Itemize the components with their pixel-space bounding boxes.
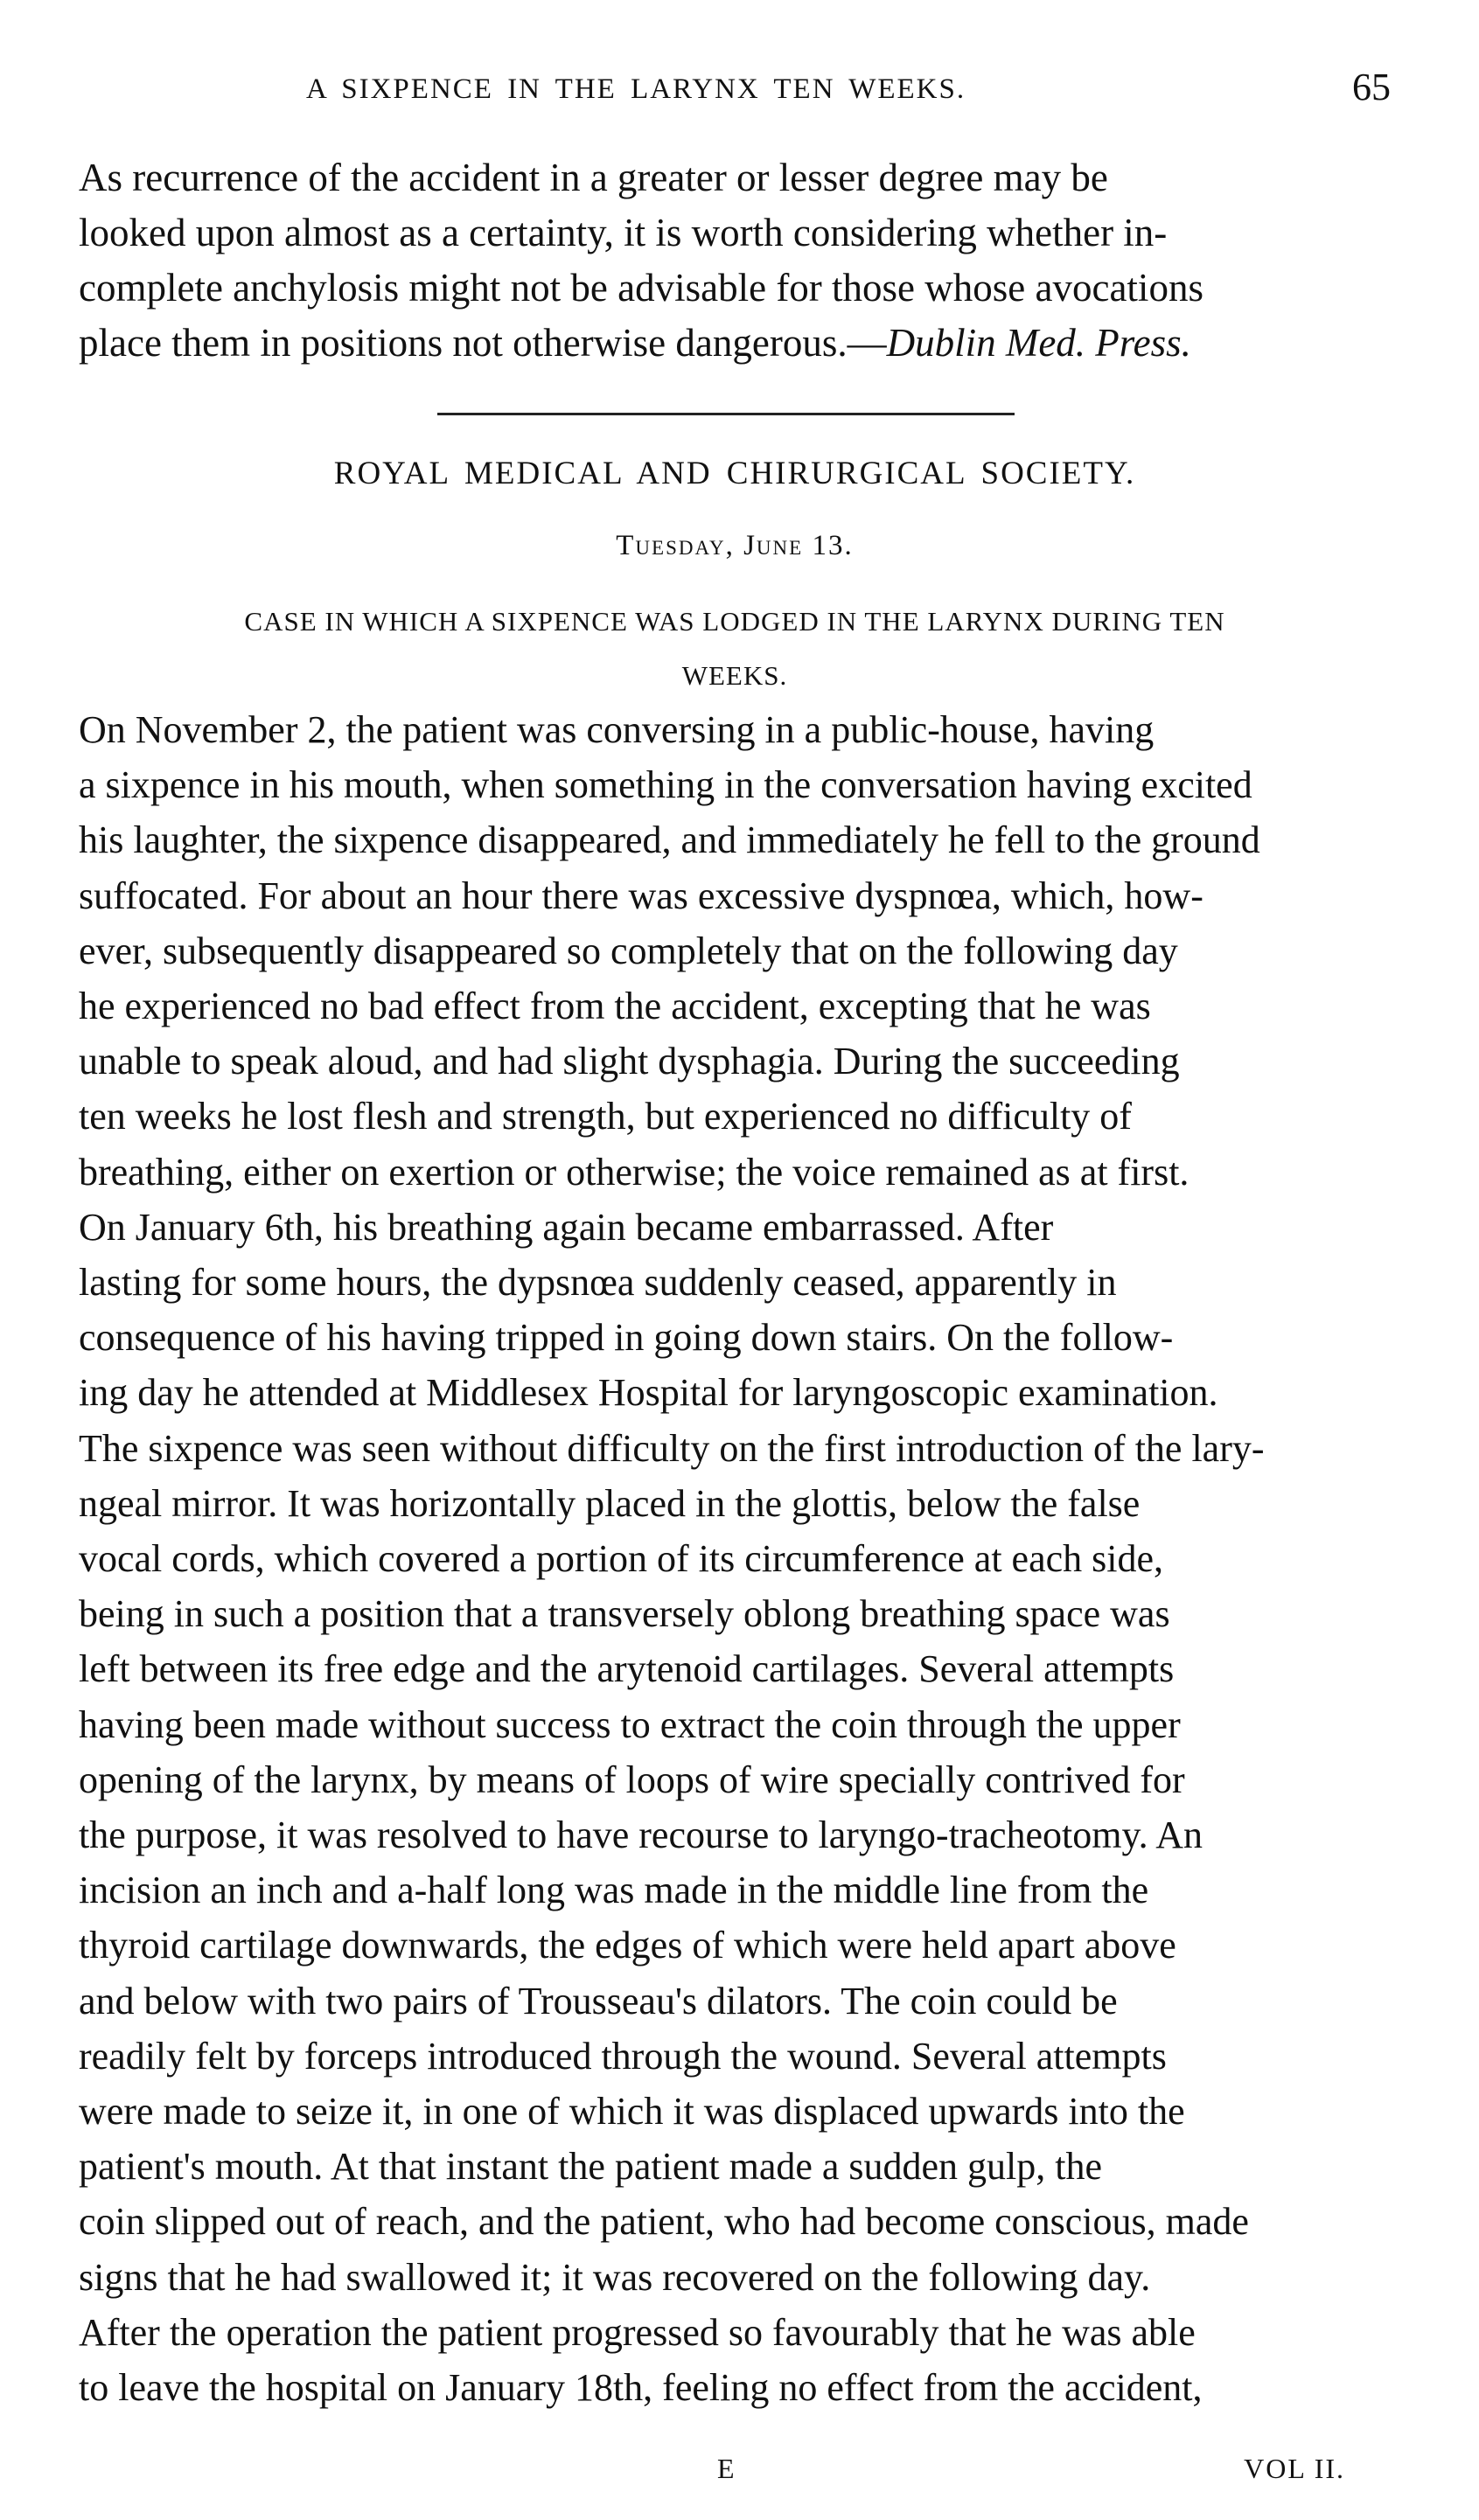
society-heading: ROYAL MEDICAL AND CHIRURGICAL SOCIETY. <box>333 456 1136 491</box>
volume-label: VOL II. <box>1244 2453 1345 2484</box>
case-title: CASE IN WHICH A SIXPENCE WAS LODGED IN THE LARYNX DURING TEN WEEKS. <box>244 606 1225 691</box>
lead-paragraph-text: As recurrence of the accident in a greater or lesser degree may be looked upon almost as a certainty, it is worth considering whether in- complete anchylosis might not be advisable for those whose avocations place them in positions not otherwise dangerous.— <box>79 156 1203 365</box>
running-head: A SIXPENCE IN THE LARYNX TEN WEEKS. <box>306 73 966 105</box>
case-body-text: On November 2, the patient was conversing in a public-house, having a sixpence in his mouth, when something in the conversation having excited his laughter, the sixpence disappeared, and immediately he fell to the ground suffocated. For about an hour there was excessive dyspnœa, which, how- ever, subsequently disappeared so completely that on the following day he experienced no bad effect from the accident, excepting that he was unable to speak aloud, and had slight dysphagia. During the succeeding ten weeks he lost flesh and strength, but experienced no difficulty of breathing, either on exertion or otherwise; the voice remained as at first. On January 6th, his breathing again became embarrassed. After lasting for some hours, the dypsnœa suddenly ceased, apparently in consequence of his having tripped in going down stairs. On the follow- ing day he attended at Middlesex Hospital for laryngoscopic examination. The sixpence was seen without difficulty on the first introduction of the lary- ngeal mirror. It was horizontally placed in the glottis, below the false vocal cords, which covered a portion of its circumference at each side, being in such a position that a transversely oblong breathing space was left between its free edge and the arytenoid cartilages. Several attempts having been made without success to extract the coin through the upper opening of the larynx, by means of loops of wire specially contrived for the purpose, it was resolved to have recourse to laryngo-tracheotomy. An incision an inch and a-half long was made in the middle line from the thyroid cartilage downwards, the edges of which were held apart above and below with two pairs of Trousseau's dilators. The coin could be readily felt by forceps introduced through the wound. Several attempts were made to seize it, in one of which it was displaced upwards into the patient's mouth. At that instant the patient made a sudden gulp, the coin slipped out of reach, and the patient, who had become conscious, made signs that he had swallowed it; it was recovered on the following day. After the operation the patient progressed so favourably that he was able to leave the hospital on January 18th, feeling no effect from the accident, <box>79 708 1265 2410</box>
signature-mark: E <box>717 2453 735 2484</box>
page-number: 65 <box>1352 66 1391 108</box>
meeting-date: Tuesday, June 13. <box>616 530 854 561</box>
lead-paragraph <box>79 150 1391 371</box>
page-footer <box>79 2453 1391 2496</box>
page-header <box>79 61 1391 114</box>
section-divider <box>437 413 1015 415</box>
lead-citation: Dublin Med. Press. <box>886 321 1191 365</box>
